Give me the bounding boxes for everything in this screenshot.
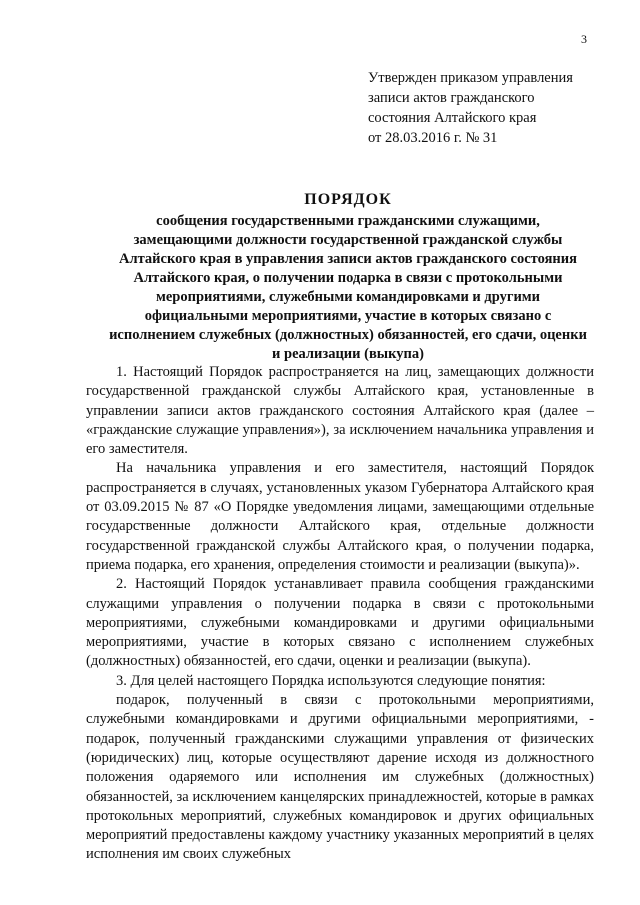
subtitle-line: официальными мероприятиями, участие в которых связано с [144,308,552,324]
document-title: ПОРЯДОК [304,191,392,208]
approval-line: от 28.03.2016 г. № 31 [368,130,498,146]
approval-line: Утвержден приказом управления [368,70,573,86]
subtitle-line: мероприятиями, служебными командировками и другими [155,289,541,305]
subtitle-line: исполнением служебных (должностных) обязанностей, его сдачи, оценки [109,327,587,343]
subtitle-line: Алтайского края, о получении подарка в связи с протокольными [133,270,563,286]
approval-line: записи актов гражданского [368,90,535,106]
subtitle-line: Алтайского края в управления записи актов гражданского состояния [119,251,577,267]
paragraph-1-continuation: На начальника управления и его заместителя, настоящий Порядок распространяется в случаях, установленных указом Губернатора Алтайского края от 03.09.2015 № 87 «О Порядке уведомления лицами, замещающими отдельные государственные должности Алтайского края, отдельные должности государственной гражданской службы Алтайского края, о получении подарка, приема подарка, его хранения, определения стоимости и реализации (выкупа)». [86,460,594,573]
subtitle-line: замещающими должности государственной гражданской службы [133,232,563,248]
paragraph-1: 1. Настоящий Порядок распространяется на лиц, замещающих должности государственной гражданской службы Алтайского края, установленные в управлении записи актов гражданского состояния Алтайского края (далее – «гражданские служащие управления»), за исключением начальника управления и его заместителя. [86,364,594,458]
subtitle-line: сообщения государственными гражданскими служащими, [156,213,540,229]
document-heading [98,190,598,364]
document-subtitle [98,212,598,364]
paragraph-3: 3. Для целей настоящего Порядка используются следующие понятия: [116,672,546,689]
document-body [86,363,594,865]
subtitle-line: и реализации (выкупа) [272,346,424,362]
paragraph-2: 2. Настоящий Порядок устанавливает правила сообщения гражданскими служащими управления о получении подарка в связи с протокольными мероприятиями, служебными командировками и другими официальными мероприятиями, участие в которых связано с исполнением служебных (должностных) обязанностей, его сдачи, оценки и реализации (выкупа). [86,576,594,670]
page-number: 3 [581,32,587,46]
paragraph-gift-definition: подарок, полученный в связи с протокольными мероприятиями, служебными командировками и другими официальными мероприятиями, - подарок, полученный гражданскими служащими управления от физических (юридических) лиц, которые осуществляют дарение исходя из должностного положения одаряемого или исполнения им служебных (должностных) обязанностей, за исключением канцелярских принадлежностей, которые в рамках протокольных мероприятий, служебных командировок и других официальных мероприятий предоставлены каждому участнику указанных мероприятий в целях исполнения им своих служебных [86,692,594,863]
approval-stamp [368,68,628,148]
approval-line: состояния Алтайского края [368,110,537,126]
